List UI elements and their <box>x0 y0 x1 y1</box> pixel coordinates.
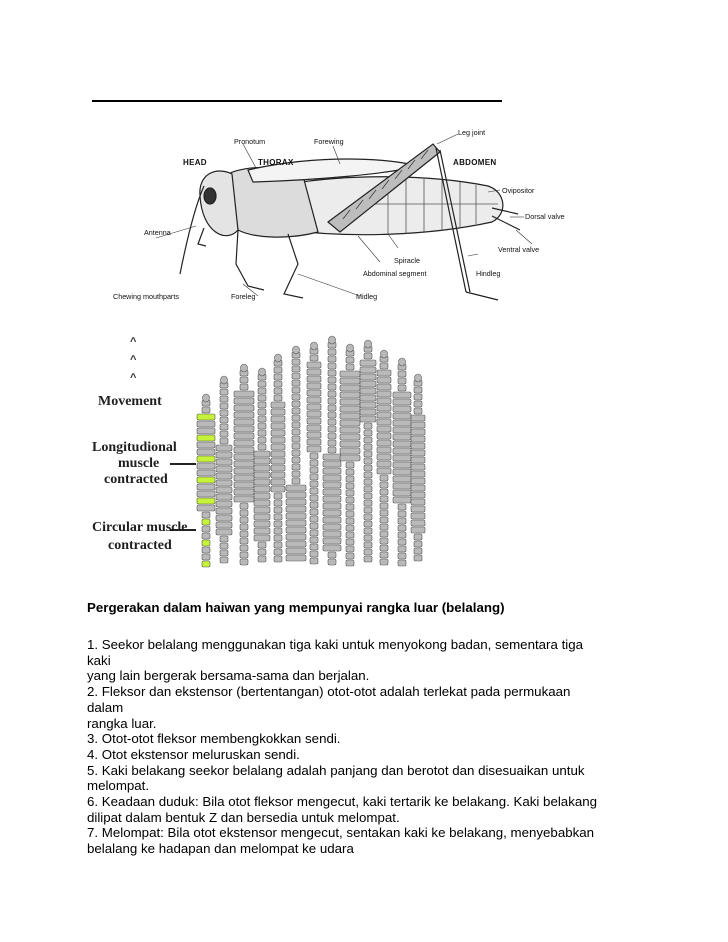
label-circular-muscle: Circular muscle <box>92 520 188 535</box>
label-ventral-valve: Ventral valve <box>498 245 540 254</box>
label-chewing-mouthparts: Chewing mouthparts <box>113 292 179 301</box>
label-hindleg: Hindleg <box>476 269 501 278</box>
earthworm-stage <box>197 394 215 567</box>
movement-arrow-icon: ^ <box>130 354 137 366</box>
text-line: belalang ke hadapan dan melompat ke udara <box>87 841 354 857</box>
label-abdominal-segment: Abdominal segment <box>363 269 427 278</box>
movement-arrow-icon: ^ <box>130 336 137 348</box>
label-longitudinal: Longitudional <box>92 440 177 455</box>
earthworm-stage <box>360 340 376 562</box>
caption: Pergerakan dalam haiwan yang mempunyai rangka luar (belalang) <box>87 600 505 615</box>
top-rule <box>92 100 502 102</box>
label-ovipositor: Ovipositor <box>502 186 535 195</box>
earthworm-stage <box>393 358 411 566</box>
label-muscle: muscle <box>118 456 160 471</box>
movement-arrow-icon: ^ <box>130 372 137 384</box>
earthworm-stage <box>411 374 425 561</box>
text-line: rangka luar. <box>87 715 157 731</box>
label-antenna: Antenna <box>144 228 171 237</box>
text-line: yang lain bergerak bersama-sama dan berjalan. <box>87 668 370 684</box>
label-leg-joint: Leg joint <box>458 128 486 137</box>
label-contracted-2: contracted <box>108 538 172 553</box>
earthworm-stage <box>234 364 254 565</box>
text-line: 3. Otot-otot fleksor membengkokkan sendi. <box>87 731 341 747</box>
text-line: 5. Kaki belakang seekor belalang adalah panjang dan berotot dan disesuaikan untuk <box>87 762 585 778</box>
earthworm-movement-diagram <box>88 330 440 578</box>
earthworm-stage <box>286 346 306 561</box>
label-head: HEAD <box>183 158 207 167</box>
text-line: melompat. <box>87 778 150 794</box>
text-line: 1. Seekor belalang menggunakan tiga kaki untuk menyokong badan, sementara tiga <box>87 637 584 652</box>
label-forewing: Forewing <box>314 137 344 146</box>
label-spiracle: Spiracle <box>394 256 420 265</box>
earthworm-stage <box>254 368 270 562</box>
text-line: 4. Otot ekstensor meluruskan sendi. <box>87 746 300 762</box>
label-pronotum: Pronotum <box>234 137 266 146</box>
label-dorsal-valve: Dorsal valve <box>525 212 565 221</box>
text-line: 2. Fleksor dan ekstensor (bertentangan) otot-otot adalah terlekat pada permukaan <box>87 684 571 700</box>
earthworm-stage <box>307 342 321 564</box>
text-line: dalam <box>87 699 124 715</box>
label-foreleg: Foreleg <box>231 292 256 301</box>
earthworm-stage <box>216 376 232 563</box>
text-line: dilipat dalam bentuk Z dan bersedia untuk melompat. <box>87 809 400 825</box>
label-midleg: Midleg <box>356 292 378 301</box>
grasshopper-diagram <box>88 104 614 330</box>
earthworm-stage <box>323 336 341 565</box>
text-line: 6. Keadaan duduk: Bila otot fleksor mengecut, kaki tertarik ke belakang. Kaki belakang <box>87 794 598 810</box>
earthworm-stage <box>271 354 285 562</box>
label-thorax: THORAX <box>258 158 294 167</box>
text-line: kaki <box>87 652 111 668</box>
label-abdomen: ABDOMEN <box>453 158 497 167</box>
earthworm-stage <box>340 344 360 566</box>
steps-text <box>87 637 647 857</box>
label-contracted-1: contracted <box>104 472 168 487</box>
earthworm-stage <box>377 350 391 565</box>
text-line: 7. Melompat: Bila otot ekstensor mengecut, sentakan kaki ke belakang, menyebabkan <box>87 825 595 841</box>
label-movement: Movement <box>98 394 162 409</box>
